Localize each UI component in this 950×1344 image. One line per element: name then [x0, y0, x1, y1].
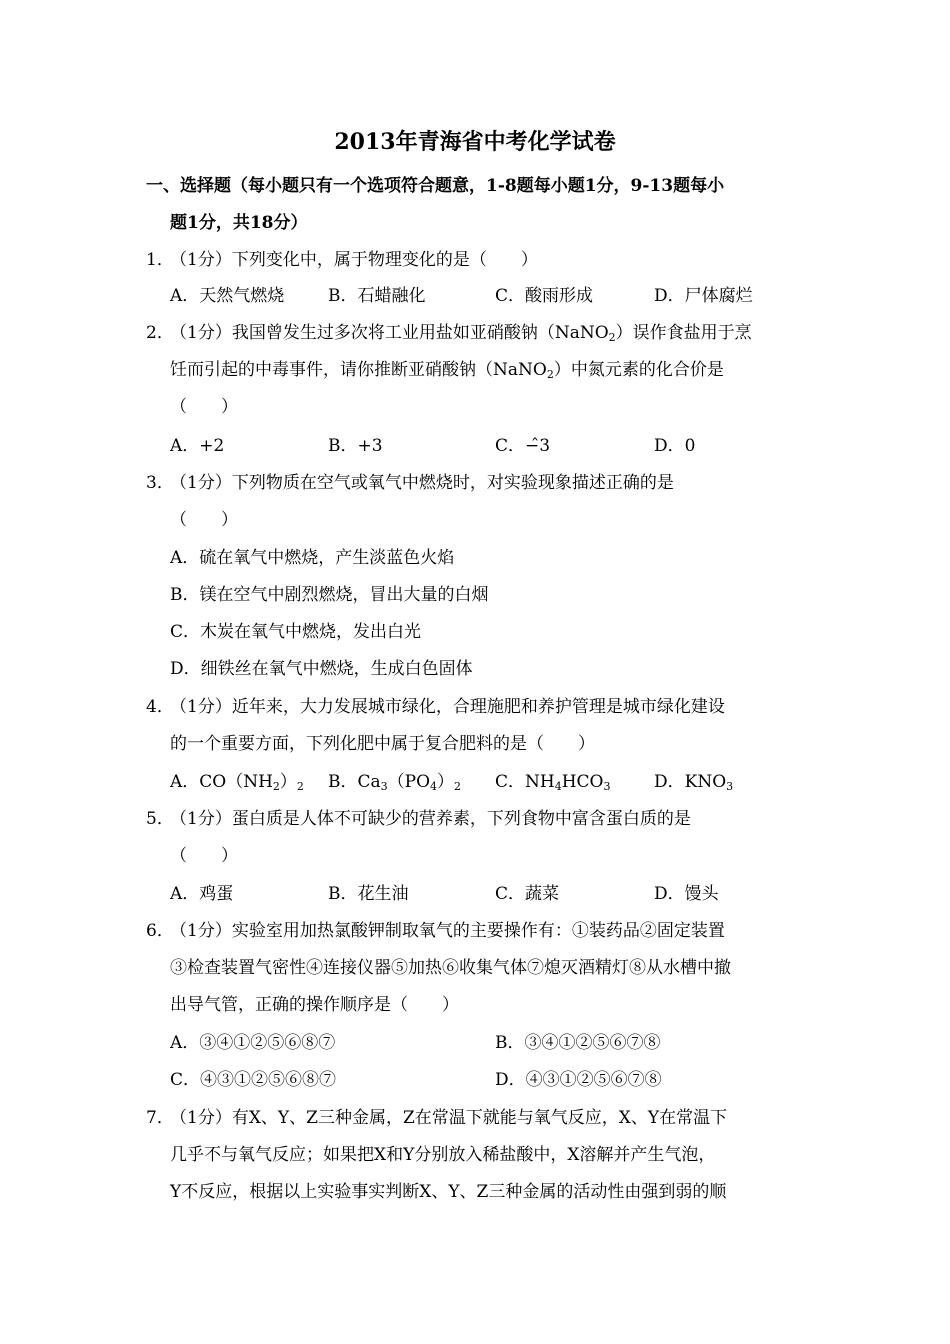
option-c: C．木炭在氧气中燃烧，发出白光: [170, 622, 422, 642]
option-b: B．$Ca_3(PO_4)_2$: [328, 772, 462, 793]
question-2: [146, 315, 811, 426]
option-d: D．0: [654, 436, 696, 456]
question-number: 6．: [146, 921, 174, 941]
question-3: [146, 465, 811, 539]
option-d: D．④③①②⑤⑥⑦⑧: [495, 1070, 662, 1090]
question-number: 5．: [146, 809, 174, 829]
question-1: [146, 242, 811, 279]
question-2-options: [170, 428, 810, 465]
question-text-line-1: （1分）有X、Y、Z三种金属，Z在常温下就能与氧气反应，X、Y在常温下: [170, 1108, 728, 1128]
option-c: C．蔬菜: [495, 884, 560, 904]
question-text-line-2: 几乎不与氧气反应；如果把X和Y分别放入稀盐酸中，X溶解并产生气泡，: [170, 1145, 716, 1165]
question-text-line-3: Y不反应，根据以上实验事实判断X、Y、Z三种金属的活动性由强到弱的顺: [170, 1182, 727, 1202]
option-a: A．硫在氧气中燃烧，产生淡蓝色火焰: [170, 548, 455, 568]
option-b: B．镁在空气中剧烈燃烧，冒出大量的白烟: [170, 585, 489, 605]
question-text-line-1: （1分）下列物质在空气或氧气中燃烧时，对实验现象描述正确的是: [170, 473, 674, 493]
option-b: B．石蜡融化: [328, 286, 426, 306]
question-text: （1分）下列变化中，属于物理变化的是（ ）: [170, 250, 538, 270]
question-text-line-3: 出导气管，正确的操作顺序是（ ）: [170, 995, 459, 1015]
question-number: 1．: [146, 250, 174, 270]
question-4: [146, 689, 811, 763]
question-number: 2．: [146, 323, 174, 343]
option-d: D．细铁丝在氧气中燃烧，生成白色固体: [170, 659, 473, 679]
question-number: 4．: [146, 697, 174, 717]
question-text-line-1b: ）误作食盐用于烹: [615, 323, 752, 343]
answer-bracket: （ ）: [170, 397, 238, 417]
option-c: C．−̂3: [495, 436, 551, 456]
question-text-line-1: （1分）实验室用加热氯酸钾制取氧气的主要操作有：①装药品②固定装置: [170, 921, 725, 941]
option-c: C．酸雨形成: [495, 286, 594, 306]
option-c: C．④③①②⑤⑥⑧⑦: [170, 1070, 337, 1090]
answer-bracket: （ ）: [170, 510, 238, 530]
question-text-line-1a: （1分）我国曾发生过多次将工业用盐如亚硝酸钠（NaNO: [170, 323, 609, 343]
option-d: D．$KNO_3$: [654, 772, 734, 793]
question-7: [146, 1100, 811, 1211]
question-1-options: [170, 278, 810, 315]
page-title: 2013年青海省中考化学试卷: [334, 129, 616, 155]
option-a: A．+2: [170, 436, 225, 456]
question-text-line-2: 的一个重要方面，下列化肥中属于复合肥料的是（ ）: [170, 734, 595, 754]
question-6: [146, 913, 811, 1024]
subscript: 2: [608, 331, 616, 344]
option-a: A．$CO(NH_2)_2$: [170, 772, 304, 793]
section-heading: [146, 168, 811, 242]
question-text-line-2b: ）中氮元素的化合价是: [553, 360, 724, 380]
question-number: 3．: [146, 473, 174, 493]
option-c: C．$NH_4HCO_3$: [495, 772, 611, 793]
question-5: [146, 801, 811, 875]
question-number: 7．: [146, 1108, 174, 1128]
option-b: B．花生油: [328, 884, 409, 904]
option-b: B．+3: [328, 436, 383, 456]
option-a: A．天然气燃烧: [170, 286, 285, 306]
option-a: A．鸡蛋: [170, 884, 234, 904]
answer-bracket: （ ）: [170, 846, 238, 866]
question-text-line-2a: 饪而引起的中毒事件，请你推断亚硝酸钠（NaNO: [170, 360, 547, 380]
question-text-line-2: ③检查装置气密性④连接仪器⑤加热⑥收集气体⑦熄灭酒精灯⑧从水槽中撤: [170, 958, 731, 978]
question-5-options: [170, 876, 810, 913]
option-d: D．尸体腐烂: [654, 286, 753, 306]
section-heading-line-1: 一、选择题（每小题只有一个选项符合题意，1-8题每小题1分，9-13题每小: [146, 176, 725, 196]
option-d: D．馒头: [654, 884, 719, 904]
section-heading-line-2: 题1分，共18分）: [170, 213, 308, 233]
subscript: 2: [546, 368, 554, 381]
option-b: B．③④①②⑤⑥⑦⑧: [495, 1033, 661, 1053]
option-a: A．③④①②⑤⑥⑧⑦: [170, 1033, 336, 1053]
question-text-line-1: （1分）蛋白质是人体不可缺少的营养素，下列食物中富含蛋白质的是: [170, 809, 691, 829]
question-text-line-1: （1分）近年来，大力发展城市绿化，合理施肥和养护管理是城市绿化建设: [170, 697, 725, 717]
question-4-options: [170, 764, 810, 801]
